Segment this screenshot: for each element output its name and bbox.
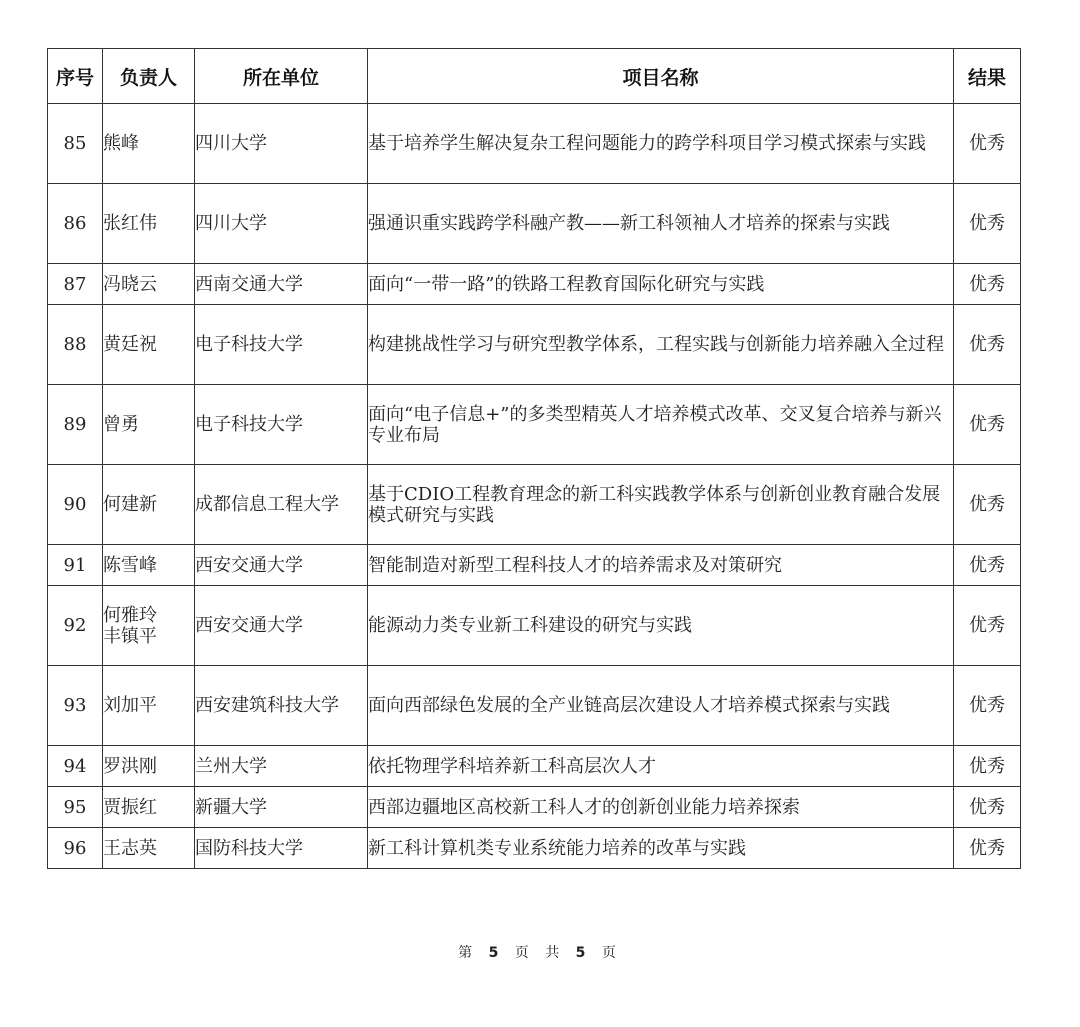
table-row: [48, 787, 1021, 828]
row-project: 面向“电子信息+”的多类型精英人才培养模式改革、交叉复合培养与新兴专业布局: [368, 385, 954, 465]
row-unit: 电子科技大学: [195, 385, 368, 465]
row-no: 90: [48, 465, 103, 545]
row-unit: 西安交通大学: [195, 545, 368, 586]
row-no: 96: [48, 828, 103, 869]
row-unit: 成都信息工程大学: [195, 465, 368, 545]
row-person: 陈雪峰: [103, 545, 195, 586]
table-row: [48, 184, 1021, 264]
row-result: 优秀: [954, 746, 1021, 787]
row-person: 张红伟: [103, 184, 195, 264]
row-project: 构建挑战性学习与研究型教学体系，工程实践与创新能力培养融入全过程: [368, 305, 954, 385]
table-row: [48, 746, 1021, 787]
row-no: 88: [48, 305, 103, 385]
row-no: 95: [48, 787, 103, 828]
row-unit: 四川大学: [195, 104, 368, 184]
row-project: 新工科计算机类专业系统能力培养的改革与实践: [368, 828, 954, 869]
row-person: 刘加平: [103, 666, 195, 746]
row-unit: 国防科技大学: [195, 828, 368, 869]
row-result: 优秀: [954, 787, 1021, 828]
row-project: 基于CDIO工程教育理念的新工科实践教学体系与创新创业教育融合发展模式研究与实践: [368, 465, 954, 545]
footer-suffix: 页: [601, 945, 622, 961]
row-result: 优秀: [954, 104, 1021, 184]
row-person-secondary: 丰镇平: [103, 625, 157, 647]
row-result: 优秀: [954, 666, 1021, 746]
table-row: [48, 545, 1021, 586]
row-project: 强通识重实践跨学科融产教——新工科领袖人才培养的探索与实践: [368, 184, 954, 264]
table-row: [48, 465, 1021, 545]
header-no: 序号: [48, 49, 103, 104]
footer-prefix: 第: [458, 945, 479, 961]
page-footer: [0, 942, 1080, 962]
footer-mid: 页 共: [514, 945, 566, 961]
row-no: 85: [48, 104, 103, 184]
table-header-row: [48, 49, 1021, 104]
row-project: 能源动力类专业新工科建设的研究与实践: [368, 586, 954, 666]
table-row: [48, 264, 1021, 305]
row-result: 优秀: [954, 828, 1021, 869]
table-row: [48, 586, 1021, 666]
header-project: 项目名称: [368, 49, 954, 104]
table-row: [48, 104, 1021, 184]
row-no: 86: [48, 184, 103, 264]
footer-total-pages: 5: [575, 945, 592, 961]
row-no: 89: [48, 385, 103, 465]
row-project: 面向“一带一路”的铁路工程教育国际化研究与实践: [368, 264, 954, 305]
row-person: 曾勇: [103, 385, 195, 465]
row-unit: 电子科技大学: [195, 305, 368, 385]
row-project: 西部边疆地区高校新工科人才的创新创业能力培养探索: [368, 787, 954, 828]
row-unit: 西安建筑科技大学: [195, 666, 368, 746]
row-person-primary: 何雅玲: [103, 604, 157, 626]
row-result: 优秀: [954, 305, 1021, 385]
row-person: 冯晓云: [103, 264, 195, 305]
header-unit: 所在单位: [195, 49, 368, 104]
row-person: [103, 586, 195, 666]
row-unit: 新疆大学: [195, 787, 368, 828]
row-result: 优秀: [954, 184, 1021, 264]
row-result: 优秀: [954, 545, 1021, 586]
table-row: [48, 666, 1021, 746]
row-project: 依托物理学科培养新工科高层次人才: [368, 746, 954, 787]
row-result: 优秀: [954, 465, 1021, 545]
row-project: 面向西部绿色发展的全产业链高层次建设人才培养模式探索与实践: [368, 666, 954, 746]
row-result: 优秀: [954, 264, 1021, 305]
row-project: 基于培养学生解决复杂工程问题能力的跨学科项目学习模式探索与实践: [368, 104, 954, 184]
table-row: [48, 385, 1021, 465]
footer-current-page: 5: [488, 945, 505, 961]
header-result: 结果: [954, 49, 1021, 104]
results-table: [47, 48, 1021, 869]
table-row: [48, 305, 1021, 385]
row-person: 熊峰: [103, 104, 195, 184]
row-no: 94: [48, 746, 103, 787]
row-no: 93: [48, 666, 103, 746]
row-person: 王志英: [103, 828, 195, 869]
header-person: 负责人: [103, 49, 195, 104]
row-person: 何建新: [103, 465, 195, 545]
row-person: 黄廷祝: [103, 305, 195, 385]
row-unit: 四川大学: [195, 184, 368, 264]
row-result: 优秀: [954, 385, 1021, 465]
row-person: 罗洪刚: [103, 746, 195, 787]
row-person: 贾振红: [103, 787, 195, 828]
row-no: 92: [48, 586, 103, 666]
row-unit: 兰州大学: [195, 746, 368, 787]
table-row: [48, 828, 1021, 869]
row-result: 优秀: [954, 586, 1021, 666]
row-unit: 西南交通大学: [195, 264, 368, 305]
row-no: 91: [48, 545, 103, 586]
row-unit: 西安交通大学: [195, 586, 368, 666]
row-no: 87: [48, 264, 103, 305]
row-project: 智能制造对新型工程科技人才的培养需求及对策研究: [368, 545, 954, 586]
